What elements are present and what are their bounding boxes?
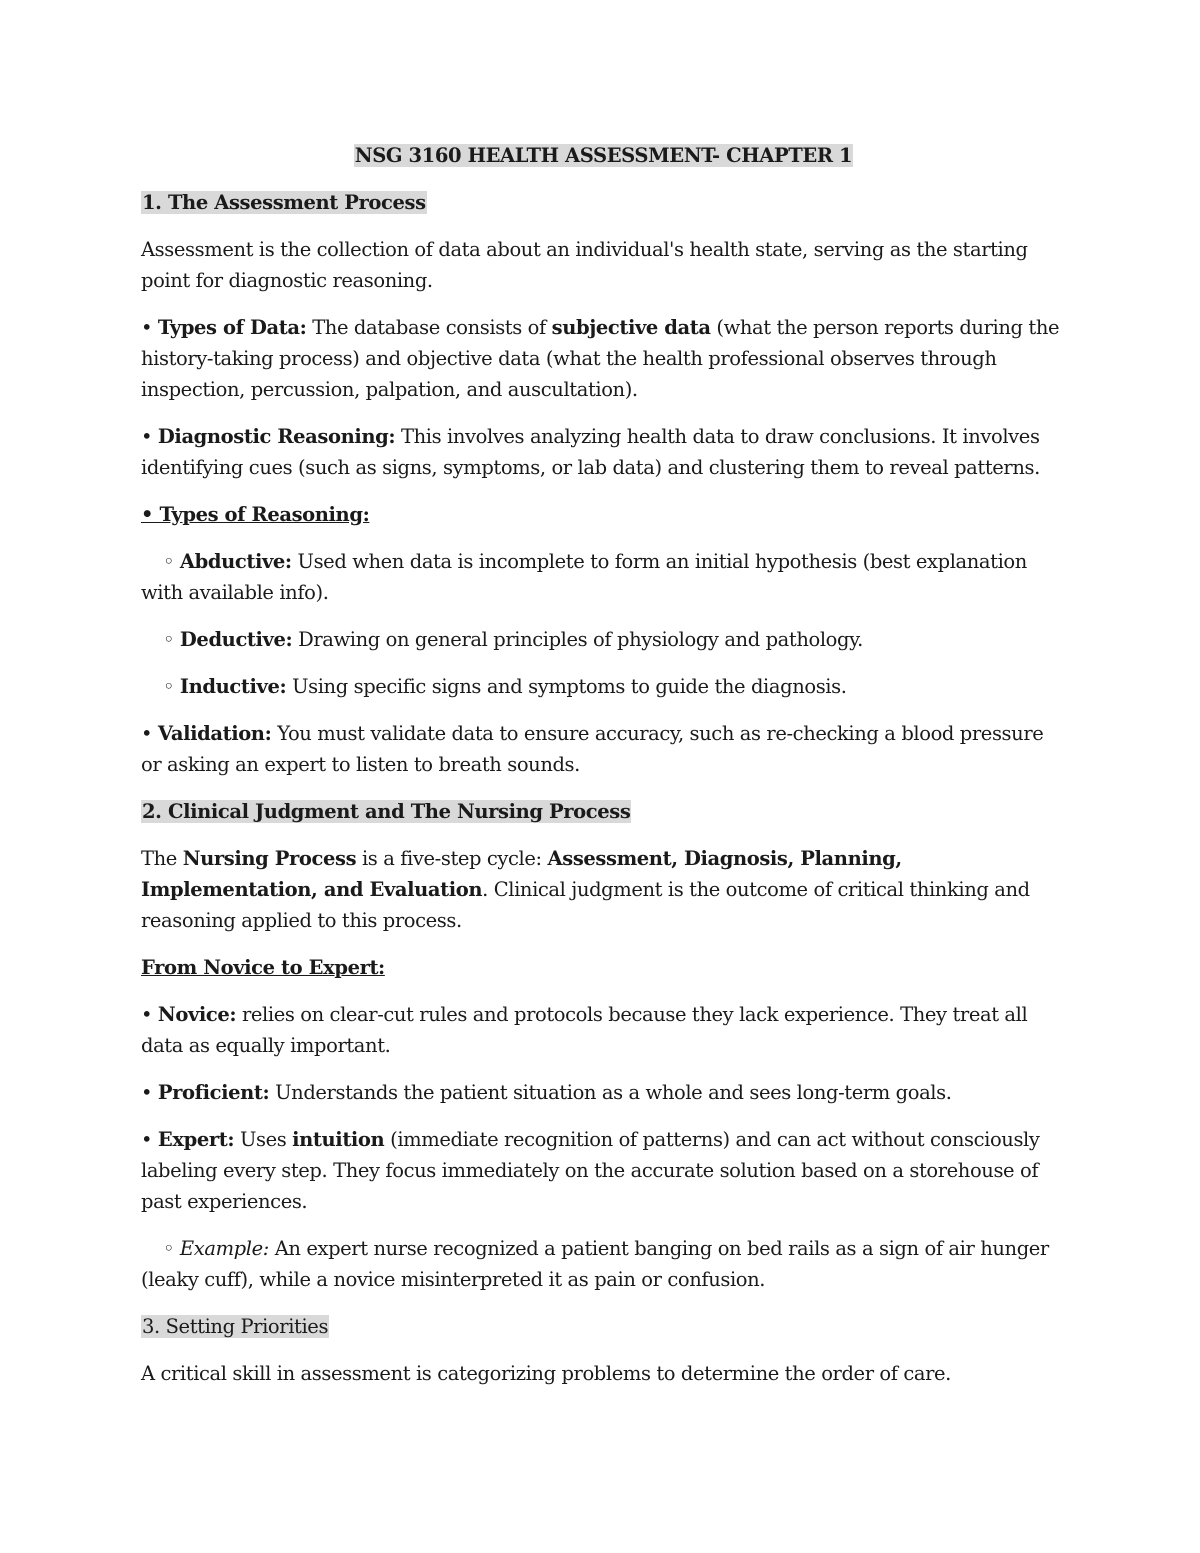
diagnostic-reasoning-paragraph <box>141 421 1066 483</box>
types-of-data-label: Types of Data: <box>157 316 307 339</box>
section1-heading: 1. The Assessment Process <box>142 191 426 214</box>
validation-label: Validation: <box>157 722 272 745</box>
example-label: Example: <box>179 1237 269 1260</box>
deductive-item <box>141 624 1066 655</box>
document-body <box>141 140 1066 1405</box>
inductive-text: Using specific signs and symptoms to guide the diagnosis. <box>286 675 847 698</box>
sub-bullet: ◦ <box>163 628 175 651</box>
inductive-item <box>141 671 1066 702</box>
bullet: • <box>141 722 153 745</box>
expert-label: Expert: <box>157 1128 235 1151</box>
sub-bullet: ◦ <box>163 675 175 698</box>
types-of-data-text-b: (what the person reports during the history-taking process) and objective data (what the health professional observes through inspection, percussion, palpation, and auscultation). <box>141 316 1060 401</box>
proficient-paragraph <box>141 1077 1066 1108</box>
diagnostic-reasoning-label: Diagnostic Reasoning: <box>157 425 396 448</box>
types-of-data-paragraph <box>141 312 1066 405</box>
nursing-process-term: Nursing Process <box>182 847 357 870</box>
sub-bullet: ◦ <box>163 550 175 573</box>
section3-text: A critical skill in assessment is categorizing problems to determine the order of care. <box>141 1362 951 1385</box>
novice-expert-heading-line <box>141 952 1066 983</box>
bullet: • <box>141 1081 153 1104</box>
types-of-reasoning-heading-line <box>141 499 1066 530</box>
section3-heading-line <box>141 1311 1066 1342</box>
validation-paragraph <box>141 718 1066 780</box>
expert-paragraph <box>141 1124 1066 1217</box>
nursing-process-text-a: The <box>141 847 183 870</box>
example-text: An expert nurse recognized a patient banging on bed rails as a sign of air hunger (leaky cuff), while a novice misinterpreted it as pain or confusion. <box>141 1237 1049 1291</box>
abductive-label: Abductive: <box>179 550 292 573</box>
diagnostic-reasoning-text: This involves analyzing health data to draw conclusions. It involves identifying cues (such as signs, symptoms, or lab data) and clustering them to reveal patterns. <box>141 425 1040 479</box>
bullet: • <box>141 316 153 339</box>
nursing-process-text-b: is a five-step cycle: <box>356 847 548 870</box>
expert-text-a: Uses <box>234 1128 293 1151</box>
page-title: NSG 3160 HEALTH ASSESSMENT- CHAPTER 1 <box>354 144 853 167</box>
subjective-data-term: subjective data <box>551 316 711 339</box>
title-line <box>141 140 1066 171</box>
intuition-term: intuition <box>292 1128 385 1151</box>
section1-intro: Assessment is the collection of data about an individual's health state, serving as the starting point for diagnostic reasoning. <box>141 238 1028 292</box>
validation-text: You must validate data to ensure accuracy, such as re-checking a blood pressure or asking an expert to listen to breath sounds. <box>141 722 1044 776</box>
section2-heading: 2. Clinical Judgment and The Nursing Process <box>142 800 631 823</box>
section1-heading-line <box>141 187 1066 218</box>
abductive-item <box>141 546 1066 608</box>
novice-paragraph <box>141 999 1066 1061</box>
proficient-label: Proficient: <box>157 1081 270 1104</box>
example-item <box>141 1233 1066 1295</box>
bullet: • <box>141 425 153 448</box>
inductive-label: Inductive: <box>179 675 287 698</box>
novice-text: relies on clear-cut rules and protocols because they lack experience. They treat all data as equally important. <box>141 1003 1028 1057</box>
deductive-text: Drawing on general principles of physiology and pathology. <box>292 628 863 651</box>
abductive-text: Used when data is incomplete to form an initial hypothesis (best explanation with available info). <box>141 550 1027 604</box>
section2-heading-line <box>141 796 1066 827</box>
novice-label: Novice: <box>157 1003 237 1026</box>
nursing-process-text-c: . Clinical judgment is the outcome of critical thinking and reasoning applied to this process. <box>141 878 1030 932</box>
section3-heading: 3. Setting Priorities <box>142 1315 329 1338</box>
expert-text-b: (immediate recognition of patterns) and can act without consciously labeling every step. They focus immediately on the accurate solution based on a storehouse of past experiences. <box>141 1128 1040 1213</box>
nursing-process-paragraph <box>141 843 1066 936</box>
deductive-label: Deductive: <box>179 628 293 651</box>
bullet: • <box>141 1128 153 1151</box>
proficient-text: Understands the patient situation as a whole and sees long-term goals. <box>269 1081 952 1104</box>
sub-bullet: ◦ <box>163 1237 175 1260</box>
types-of-data-text-a: The database consists of <box>306 316 552 339</box>
nursing-process-steps: Assessment, Diagnosis, Planning, Implementation, and Evaluation <box>141 847 902 901</box>
types-of-reasoning-heading: • Types of Reasoning: <box>141 503 370 526</box>
novice-expert-heading: From Novice to Expert: <box>141 956 385 979</box>
bullet: • <box>141 1003 153 1026</box>
